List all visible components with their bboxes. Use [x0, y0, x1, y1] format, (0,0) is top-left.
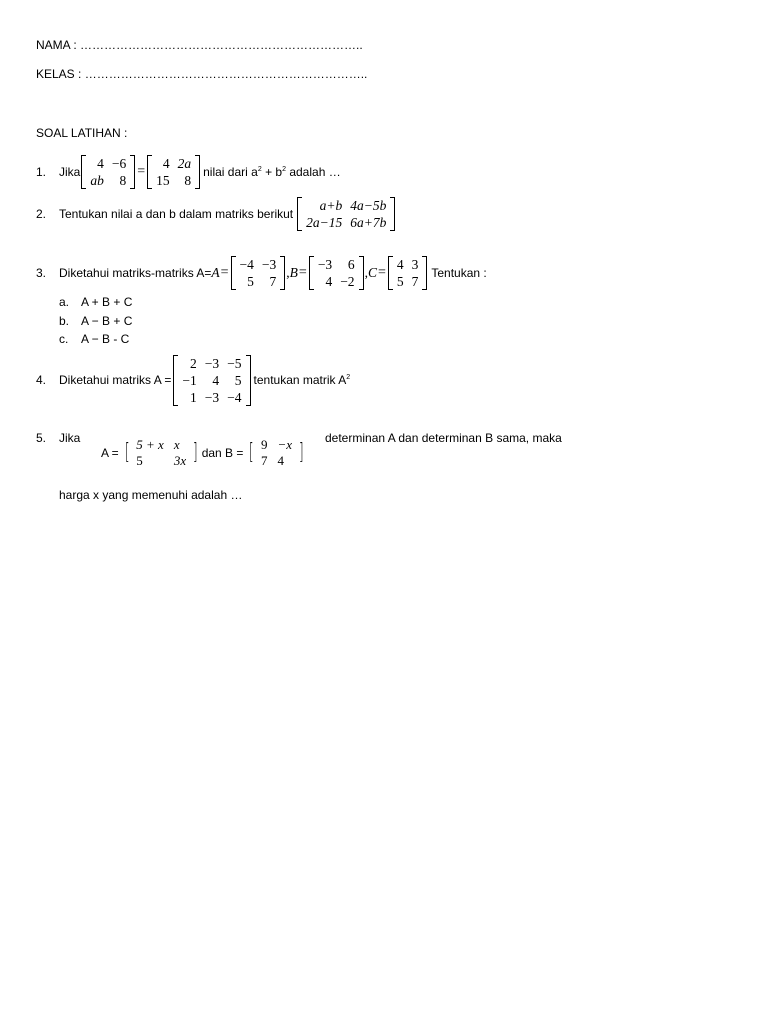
- question-1: [36, 153, 341, 191]
- equals-sign: =: [220, 265, 229, 280]
- equals-sign: =: [377, 265, 386, 280]
- q4-matrix: [173, 355, 250, 406]
- matrix-cell: 8: [119, 173, 127, 188]
- matrix-cell: 5: [234, 372, 242, 388]
- matrix-cell: −x: [277, 437, 293, 452]
- matrix-b: [309, 256, 364, 290]
- matrix-c: [388, 256, 428, 290]
- q5-formula: [101, 436, 306, 470]
- q4-text: Diketahui matriks A =: [59, 373, 172, 387]
- matrix-c-label: C: [367, 265, 377, 280]
- matrix-cell: −3: [317, 257, 333, 272]
- matrix-cell: 6: [347, 257, 355, 272]
- matrix-cell: 5 + x: [136, 437, 164, 452]
- matrix-cell: 3: [411, 257, 419, 272]
- q5-continuation: harga x yang memenuhi adalah …: [59, 488, 243, 502]
- matrix-cell: −3: [204, 389, 220, 405]
- matrix-cell: 8: [184, 173, 192, 188]
- bracket-left: [: [249, 440, 255, 465]
- kelas-field: KELAS : ……………………………………………………………..: [36, 67, 368, 81]
- matrix-cell: −3: [204, 355, 220, 371]
- matrix-cell: 4: [396, 257, 404, 272]
- matrix-cell: ab: [90, 173, 104, 188]
- matrix-cell: 3x: [173, 453, 187, 468]
- bracket-right: ]: [193, 440, 198, 465]
- matrix-b-label: B: [289, 265, 298, 280]
- comma: ,: [364, 265, 368, 280]
- question-2: [36, 194, 396, 234]
- q5-dan: dan B =: [201, 446, 244, 460]
- matrix-cell: 6a+7b: [350, 215, 387, 230]
- question-number: 1.: [36, 165, 47, 179]
- q3-item-b: b. A − B + C: [59, 314, 133, 328]
- q2-text: Tentukan nilai a dan b dalam matriks berikut: [59, 207, 294, 221]
- q3-tail: Tentukan :: [431, 266, 487, 280]
- question-number: 2.: [36, 207, 47, 221]
- matrix-cell: x: [173, 437, 180, 452]
- matrix-cell: 5: [136, 453, 143, 468]
- matrix-cell: 7: [261, 453, 268, 468]
- matrix-cell: 4: [325, 274, 333, 289]
- question-3: [36, 253, 487, 293]
- matrix-cell: a+b: [319, 198, 343, 213]
- q5-a-label: A =: [101, 446, 119, 460]
- section-title: SOAL LATIHAN :: [36, 126, 128, 140]
- q5-number: 5.: [36, 431, 47, 445]
- q1-matrix-left: [81, 155, 135, 189]
- matrix-cell: 4: [97, 156, 104, 171]
- question-4: [36, 350, 350, 410]
- matrix-cell: 2a−15: [306, 215, 343, 230]
- q2-matrix: [297, 197, 395, 231]
- q3-item-a: a. A + B + C: [59, 295, 133, 309]
- q5-matrix-b: [247, 437, 305, 469]
- equals-sign: =: [298, 265, 307, 280]
- nama-field: NAMA : ……………………………………………………………..: [36, 38, 363, 52]
- q3-text: Diketahui matriks-matriks A=: [59, 266, 212, 280]
- matrix-cell: −4: [227, 389, 242, 405]
- matrix-cell: 4: [212, 372, 220, 388]
- bracket-left: [: [124, 440, 130, 465]
- equals-sign: =: [137, 164, 146, 179]
- matrix-cell: 5: [247, 274, 254, 289]
- matrix-cell: −6: [111, 156, 127, 171]
- comma: ,: [286, 265, 290, 280]
- q4-tail: tentukan matrik $A^2$: [253, 373, 351, 387]
- matrix-cell: 15: [156, 173, 170, 188]
- matrix-cell: 2: [190, 355, 197, 371]
- matrix-cell: 7: [269, 274, 277, 289]
- matrix-cell: 9: [261, 437, 268, 452]
- q5-matrix-a: [123, 437, 200, 469]
- matrix-cell: 5: [396, 274, 404, 289]
- q1-jika: Jika: [59, 165, 81, 179]
- q5-text: determinan A dan determinan B sama, maka: [325, 431, 562, 445]
- matrix-cell: −3: [261, 257, 277, 272]
- matrix-cell: −1: [182, 372, 197, 388]
- question-number: 4.: [36, 373, 47, 387]
- q1-matrix-right: [147, 155, 200, 189]
- matrix-a-label: A: [211, 265, 220, 280]
- matrix-cell: 4a−5b: [350, 198, 387, 213]
- matrix-a: [231, 256, 286, 290]
- matrix-cell: −5: [227, 355, 242, 371]
- bracket-right: ]: [298, 440, 304, 465]
- matrix-cell: −2: [340, 274, 355, 289]
- matrix-cell: 4: [277, 453, 284, 468]
- matrix-cell: 2a: [177, 156, 192, 171]
- matrix-cell: −4: [239, 257, 254, 272]
- matrix-cell: 4: [162, 156, 170, 171]
- q3-item-c: c. A − B - C: [59, 332, 130, 346]
- question-number: 3.: [36, 266, 47, 280]
- q5-jika: Jika: [59, 431, 81, 445]
- q1-text: nilai dari $a^2 + b^2$ adalah …: [203, 165, 341, 179]
- matrix-cell: 7: [411, 274, 419, 289]
- matrix-cell: 1: [190, 389, 197, 405]
